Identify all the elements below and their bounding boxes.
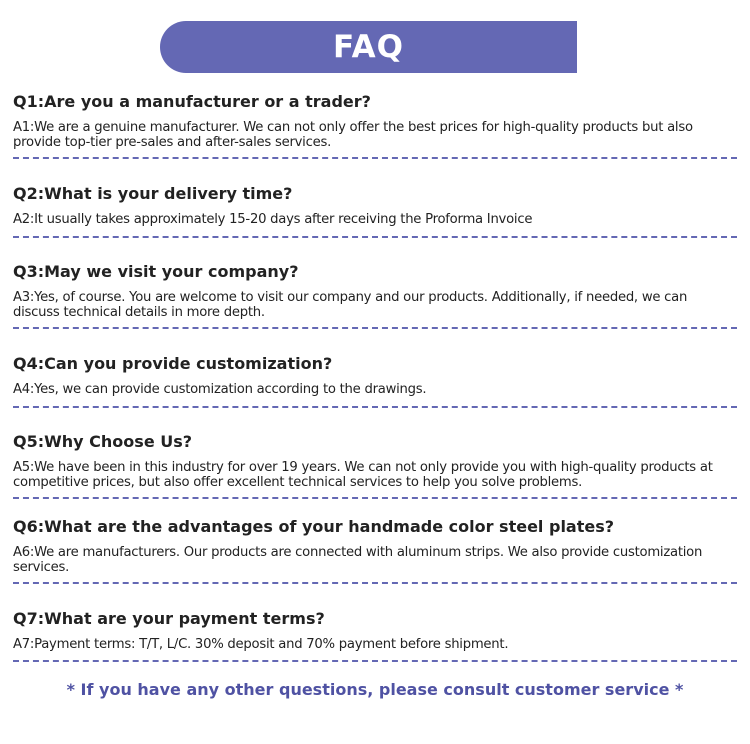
faq-item-5: [13, 432, 737, 490]
faq-item-6: [13, 517, 737, 575]
faq-answer: A4:Yes, we can provide customization according to the drawings.: [13, 382, 427, 397]
dashed-divider: [13, 406, 737, 408]
faq-item-1: [13, 92, 737, 150]
faq-answer: A3:Yes, of course. You are welcome to visit our company and our products. Additionally, if needed, we can discuss technical details in more depth.: [13, 290, 688, 320]
dashed-divider: [13, 327, 737, 329]
faq-answer: A6:We are manufacturers. Our products are connected with aluminum strips. We also provide customization services.: [13, 545, 703, 575]
faq-answer: A5:We have been in this industry for over 19 years. We can not only provide you with high-quality products at competitive prices, but also offer excellent technical services to help you solve problems.: [13, 460, 713, 490]
dashed-divider: [13, 582, 737, 584]
faq-question: Q4:Can you provide customization?: [13, 354, 333, 373]
faq-answer: A7:Payment terms: T/T, L/C. 30% deposit and 70% payment before shipment.: [13, 637, 509, 652]
faq-question: Q2:What is your delivery time?: [13, 184, 293, 203]
faq-question: Q1:Are you a manufacturer or a trader?: [13, 92, 371, 111]
page-title: FAQ: [333, 29, 404, 65]
dashed-divider: [13, 157, 737, 159]
faq-item-7: [13, 609, 737, 653]
faq-question: Q3:May we visit your company?: [13, 262, 299, 281]
faq-question: Q6:What are the advantages of your handmade color steel plates?: [13, 517, 615, 536]
dashed-divider: [13, 236, 737, 238]
faq-question: Q5:Why Choose Us?: [13, 432, 193, 451]
faq-question: Q7:What are your payment terms?: [13, 609, 325, 628]
faq-item-2: [13, 184, 737, 228]
faq-item-3: [13, 262, 737, 320]
dashed-divider: [13, 660, 737, 662]
footer-note: * If you have any other questions, please consult customer service *: [66, 680, 684, 699]
faq-answer: A1:We are a genuine manufacturer. We can not only offer the best prices for high-quality products but also provide top-tier pre-sales and after-sales services.: [13, 120, 693, 150]
faq-banner: [160, 21, 577, 73]
faq-item-4: [13, 354, 737, 398]
faq-answer: A2:It usually takes approximately 15-20 days after receiving the Proforma Invoice: [13, 212, 533, 227]
dashed-divider: [13, 497, 737, 499]
